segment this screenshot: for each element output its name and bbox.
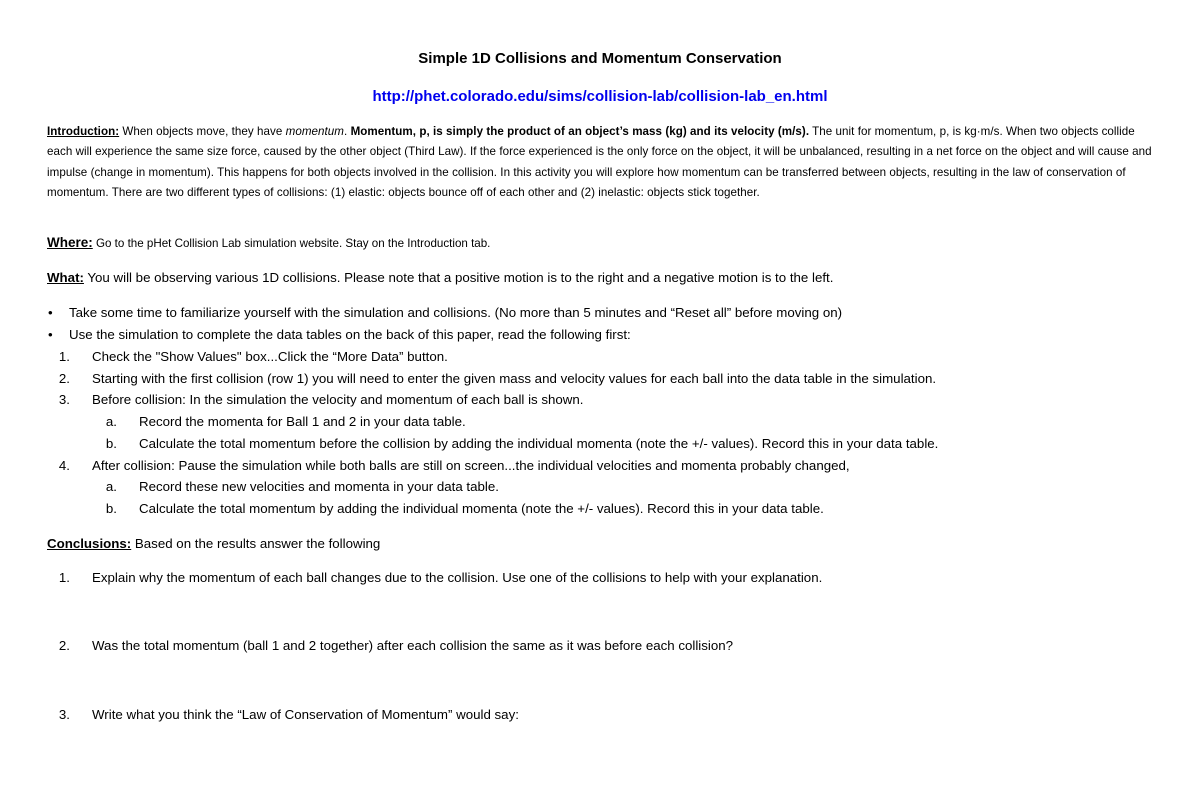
where-text: Go to the pHet Collision Lab simulation website. Stay on the Introduction tab.: [92, 237, 491, 250]
question-text: Explain why the momentum of each ball changes due to the collision. Use one of the collisions to help with your explanation.: [92, 570, 823, 585]
intro-bold: Momentum, p, is simply the product of an object’s mass (kg) and its velocity (m/s).: [350, 125, 810, 138]
substep-marker: b.: [105, 501, 117, 516]
intro-text-1b: .: [344, 125, 351, 138]
bullet-text: Take some time to familiarize yourself with the simulation and collisions. (No more than 5 minutes and “Reset all” before moving on): [69, 305, 843, 320]
question-marker: 1.: [58, 570, 70, 585]
conclusions-text: Based on the results answer the following: [131, 536, 381, 551]
step-text: After collision: Pause the simulation while both balls are still on screen...the individual velocities and momenta probably changed,: [92, 458, 850, 473]
question-marker: 3.: [58, 707, 70, 722]
substep-text: Calculate the total momentum by adding the individual momenta (note the +/- values). Record this in your data table.: [139, 501, 824, 516]
what-section: [47, 268, 833, 288]
conclusions-section: [47, 534, 380, 554]
substep-marker: b.: [105, 436, 117, 451]
bullet-icon: •: [48, 327, 53, 342]
step-marker: 2.: [58, 371, 70, 386]
step-marker: 4.: [58, 458, 70, 473]
question-text: Was the total momentum (ball 1 and 2 together) after each collision the same as it was before each collision?: [92, 638, 734, 653]
bullet-item: [48, 303, 53, 323]
page-title: Simple 1D Collisions and Momentum Conservation: [418, 50, 782, 67]
step-text: Starting with the first collision (row 1) you will need to enter the given mass and velocity values for each ball into the data table in the simulation.: [92, 371, 937, 386]
conclusions-heading: Conclusions:: [47, 536, 132, 551]
substep-marker: a.: [105, 414, 117, 429]
step-marker: 3.: [58, 392, 70, 407]
intro-text-1: When objects move, they have: [119, 125, 286, 138]
bullet-item: [48, 325, 53, 345]
intro-text-3: The unit for momentum, p, is kg·m/s. When two objects collide each will experience the same size force, caused by the other object (Third Law). If the force experienced is the only force on the object, it will be unbalanced, resulting in a net force on the object and will cause and impulse (change in momentum). This happens for both objects involved in the collision. In this activity you will explore how momentum can be transferred between objects, resulting in the law of conservation of momentum. There are two different types of collisions: (1) elastic: objects bounce off of each other and (2) inelastic: objects stick together.: [47, 125, 1152, 200]
where-section: [47, 233, 490, 254]
intro-italic: momentum: [285, 125, 345, 138]
question-marker: 2.: [58, 638, 70, 653]
bullet-icon: •: [48, 305, 53, 320]
substep-text: Record these new velocities and momenta in your data table.: [139, 479, 499, 494]
where-heading: Where:: [47, 235, 93, 250]
step-marker: 1.: [58, 349, 70, 364]
what-text: You will be observing various 1D collisions. Please note that a positive motion is to the right and a negative motion is to the left.: [83, 270, 834, 285]
introduction-paragraph: [47, 122, 1155, 204]
substep-marker: a.: [105, 479, 117, 494]
substep-text: Calculate the total momentum before the collision by adding the individual momenta (note the +/- values). Record this in your data table.: [139, 436, 939, 451]
simulation-link[interactable]: http://phet.colorado.edu/sims/collision-lab/collision-lab_en.html: [372, 88, 828, 105]
step-text: Before collision: In the simulation the velocity and momentum of each ball is shown.: [92, 392, 584, 407]
substep-text: Record the momenta for Ball 1 and 2 in your data table.: [139, 414, 466, 429]
introduction-heading: Introduction:: [47, 125, 120, 138]
what-heading: What:: [47, 270, 84, 285]
question-text: Write what you think the “Law of Conservation of Momentum” would say:: [92, 707, 519, 722]
step-text: Check the "Show Values" box...Click the “More Data” button.: [92, 349, 448, 364]
bullet-text: Use the simulation to complete the data tables on the back of this paper, read the following first:: [69, 327, 631, 342]
